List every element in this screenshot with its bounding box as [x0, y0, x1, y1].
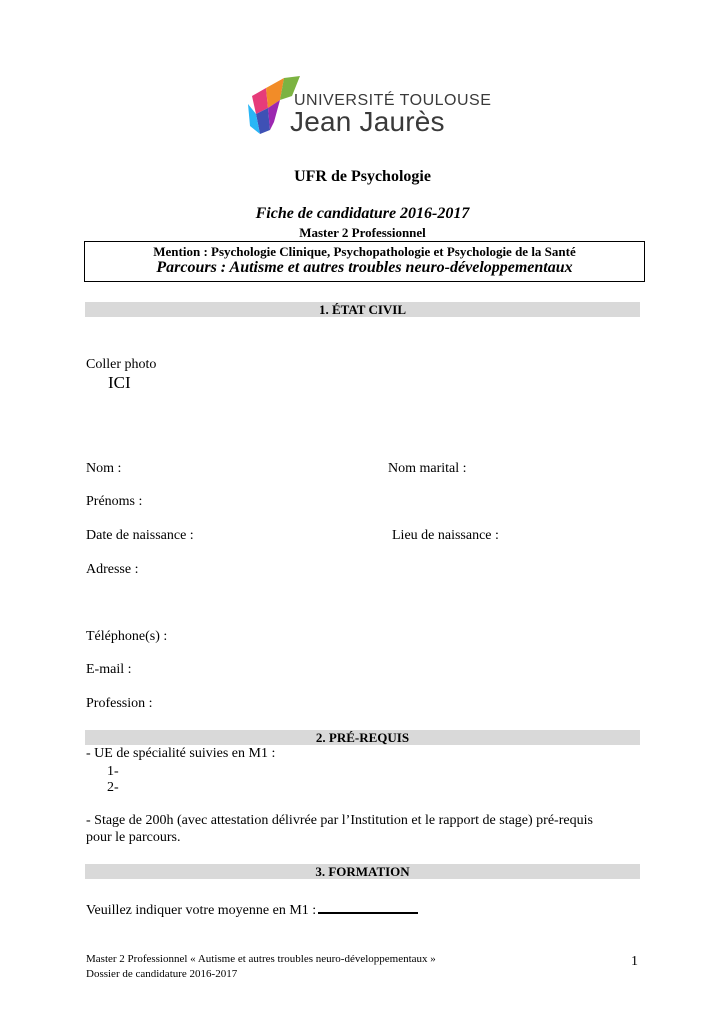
section-prerequis-header: 2. PRÉ-REQUIS	[85, 730, 640, 745]
footer-line2: Dossier de candidature 2016-2017	[86, 968, 238, 980]
page-number: 1	[631, 954, 638, 969]
date-naissance-field-label: Date de naissance :	[86, 528, 194, 543]
master-subtitle: Master 2 Professionnel	[299, 225, 426, 240]
mention-box	[84, 241, 645, 282]
stage-text-line1: - Stage de 200h (avec attestation délivrée par l’Institution et le rapport de stage) pré-requis	[86, 813, 593, 828]
ufr-title: UFR de Psychologie	[294, 168, 431, 185]
photo-ici-label: ICI	[108, 373, 131, 392]
parcours-text: Parcours : Autisme et autres troubles neuro-développementaux	[156, 259, 573, 276]
logo-line2: Jean Jaurès	[290, 106, 445, 137]
logo-line1: UNIVERSITÉ TOULOUSE	[294, 92, 492, 109]
university-logo	[244, 74, 492, 138]
photo-label: Coller photo	[86, 357, 157, 372]
mention-text: Mention : Psychologie Clinique, Psychopathologie et Psychologie de la Santé	[153, 244, 576, 259]
footer-line1: Master 2 Professionnel « Autisme et autres troubles neuro-développementaux »	[86, 953, 436, 965]
ue-item-2: 2-	[107, 780, 119, 795]
section-etat-civil-header: 1. ÉTAT CIVIL	[85, 302, 640, 317]
fiche-title: Fiche de candidature 2016-2017	[255, 205, 470, 222]
email-field-label: E-mail :	[86, 662, 132, 677]
moyenne-label: Veuillez indiquer votre moyenne en M1 :	[86, 903, 317, 918]
nom-field-label: Nom :	[86, 461, 122, 476]
profession-field-label: Profession :	[86, 696, 153, 711]
ue-intro-text: - UE de spécialité suivies en M1 :	[86, 746, 276, 761]
moyenne-prompt	[86, 898, 418, 919]
section-formation-header: 3. FORMATION	[85, 864, 640, 879]
moyenne-blank-line	[318, 898, 418, 914]
telephone-field-label: Téléphone(s) :	[86, 629, 168, 644]
lieu-naissance-field-label: Lieu de naissance :	[392, 528, 499, 543]
nom-marital-field-label: Nom marital :	[388, 461, 467, 476]
stage-text-line2: pour le parcours.	[86, 830, 181, 845]
adresse-field-label: Adresse :	[86, 562, 139, 577]
prenoms-field-label: Prénoms :	[86, 494, 143, 509]
ue-item-1: 1-	[107, 764, 119, 779]
